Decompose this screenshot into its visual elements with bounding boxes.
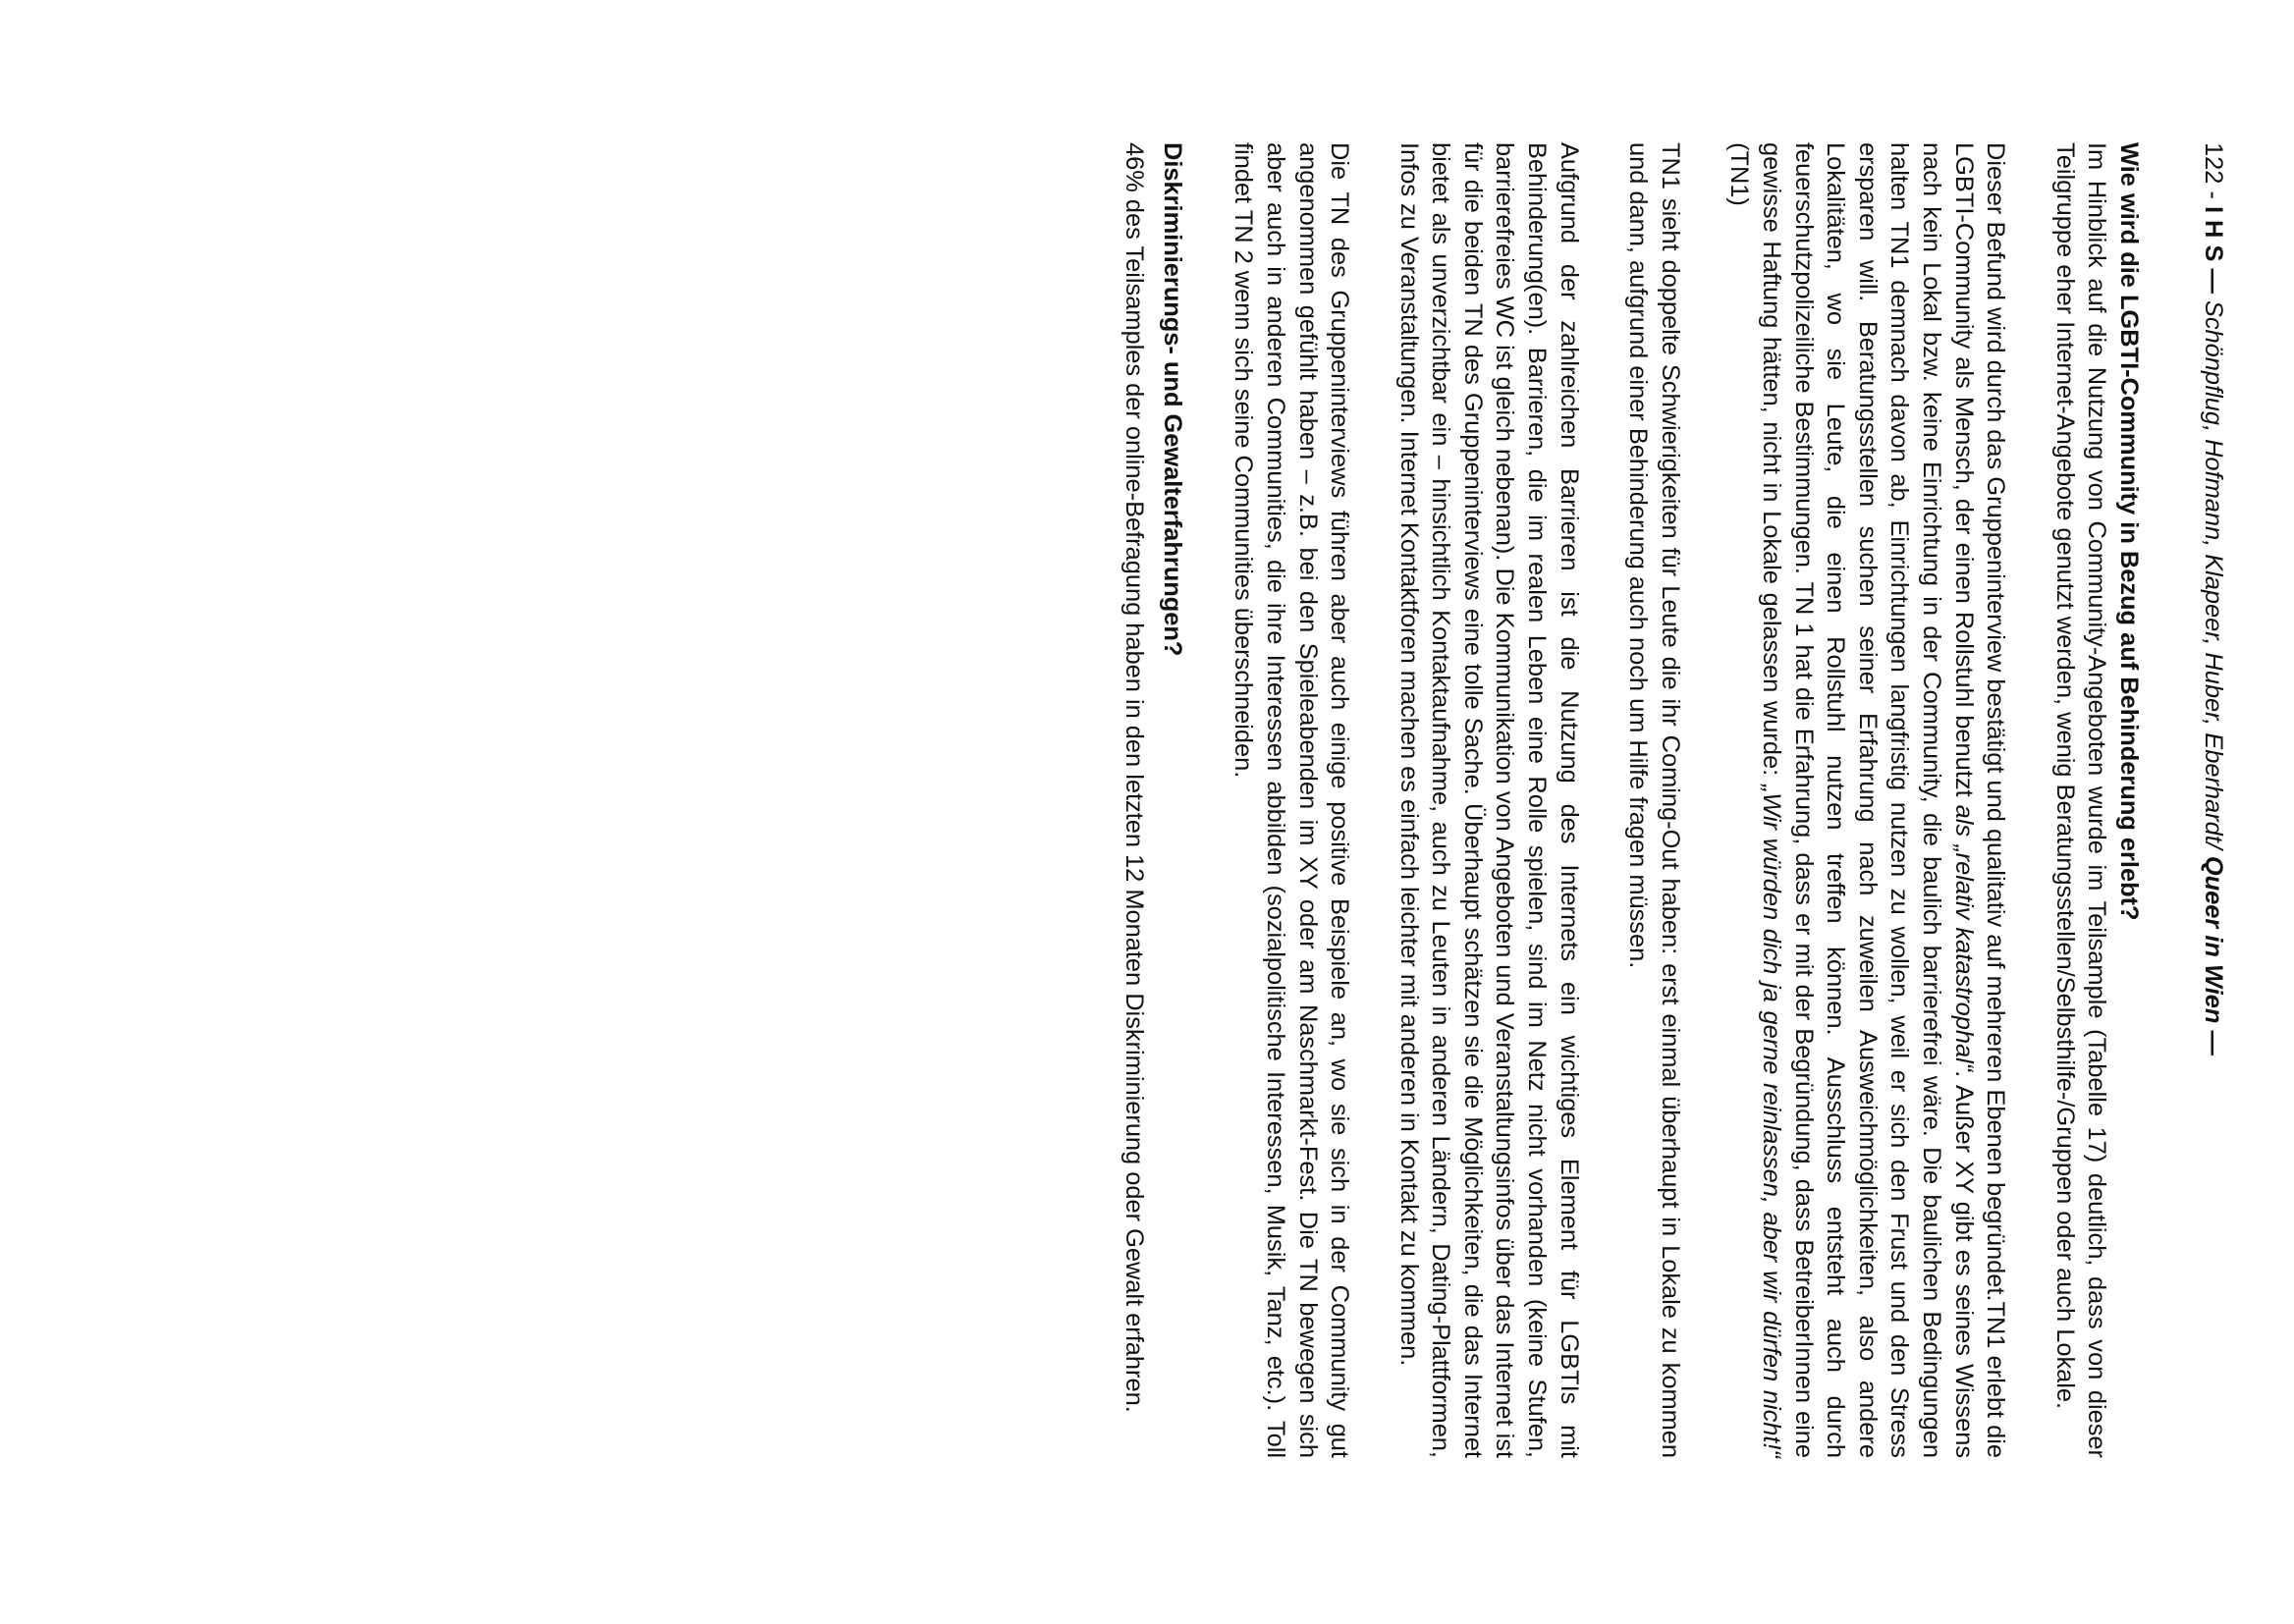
befund-text-1: Dieser Befund wird durch das Gruppeninterview bestätigt und qualitativ auf mehreren Ebenen begründet.TN1 erlebt die LGBTI-Community als Mensch, der einen Rollstuhl benutzt: [1949, 142, 2010, 1458]
quote-katastrophal: als „relativ katastrophal“.: [1949, 804, 1978, 1079]
befund-text-3: (TN1): [1725, 142, 1754, 206]
quote-reinlassen: „Wir würden dich ja gerne reinlassen, aber wir dürfen nicht!“: [1758, 784, 1786, 1458]
running-header: 122 - I H S — Schönpflug, Hofmann, Klapeer, Huber, Eberhardt/ Queer in Wien —: [2200, 142, 2227, 1056]
document-page: [530, 142, 2229, 1458]
header-trail: —: [2200, 1030, 2227, 1056]
section-heading-behinderung: Wie wird die LGBTI-Community in Bezug auf Behinderung erlebt?: [2115, 142, 2143, 921]
header-title: Queer in Wien: [2200, 855, 2227, 1024]
paragraph-internet: Aufgrund der zahlreichen Barrieren ist die Nutzung des Internets ein wichtiges Element für LGBTIs mit Behinderung(en). Barrieren, die im realen Leben eine Rolle spielen, sind im Netz nicht vorhanden (keine Stufen, barrierefreies WC ist gleich nebenan). Die Kommunikation von Angeboten und Veranstaltungsinfos über das Internet ist für die beiden TN des Gruppeninterviews eine tolle Sache. Überhaupt schätzen sie die Möglichkeiten, die das Internet bietet als unverzichtbar ein – hinsichtlich Kontaktaufnahme, auch zu Leuten in anderen Ländern, Dating-Plattformen, Infos zu Veranstaltungen. Internet Kontaktforen machen es einfach leichter mit anderen in Kontakt zu kommen.: [1394, 142, 1583, 1458]
paragraph-coming-out: TN1 sieht doppelte Schwierigkeiten für Leute die ihr Coming-Out haben: erst einmal überhaupt in Lokale zu kommen und dann, aufgrund einer Behinderung auch noch um Hilfe fragen müssen.: [1624, 142, 1684, 1458]
section-heading-diskriminierung: Diskriminierungs- und Gewalterfahrungen?: [1158, 142, 1186, 657]
paragraph-diskriminierung: 46% des Teilsamples der online-Befragung haben in den letzten 12 Monaten Diskriminierung oder Gewalt erfahren.: [1120, 142, 1149, 1413]
header-separator: —: [2200, 268, 2227, 294]
paragraph-befund: [1723, 142, 2011, 1458]
befund-text-2: Außer XY gibt es seines Wissens nach kein Lokal bzw. keine Einrichtung in der Community, die baulich barrierefrei wäre. Die baulichen Bedingungen halten TN1 demnach davon ab, Einrichtungen langfristig nutzen zu wollen, weil er sich den Frust und den Stress ersparen will. Beratungsstellen suchen seiner Erfahrung nach zuweilen Ausweichmöglichkeiten, also andere Lokalitäten, wo sie Leute, die einen Rollstuhl nutzen treffen können. Ausschluss entsteht auch durch feuerschutzpolizeiliche Bestimmungen. TN 1 hat die Erfahrung, dass er mit der Begründung, dass BetreiberInnen eine gewisse Haftung hätten, nicht in Lokale gelassen wurde:: [1758, 142, 1978, 1459]
paragraph-communities: Die TN des Gruppeninterviews führen aber auch einige positive Beispiele an, wo sie sich in der Community gut angenommen gefühlt haben – z.B. bei den Spieleabenden im XY oder am Naschmarkt-Fest. Die TN bewegen sich aber auch in anderen Communities, die ihre Interessen abbilden (sozialpolitische Interessen, Musik, Tanz, etc.). Toll findet TN 2 wenn sich seine Communities überschneiden.: [1229, 142, 1354, 1458]
paragraph-nutzung: Im Hinblick auf die Nutzung von Community-Angeboten wurde im Teilsample (Tabelle 17) deutlich, dass von dieser Teilgruppe eher Internet-Angebote genutzt werden, wenig Beratungsstellen/Selbsthilfe-/Gruppen oder auch Lokale.: [2050, 142, 2111, 1458]
header-authors: Schönpflug, Hofmann, Klapeer, Huber, Eberhardt/: [2200, 299, 2227, 849]
page-number: 122: [2200, 142, 2227, 185]
institute-name: I H S: [2200, 205, 2227, 262]
